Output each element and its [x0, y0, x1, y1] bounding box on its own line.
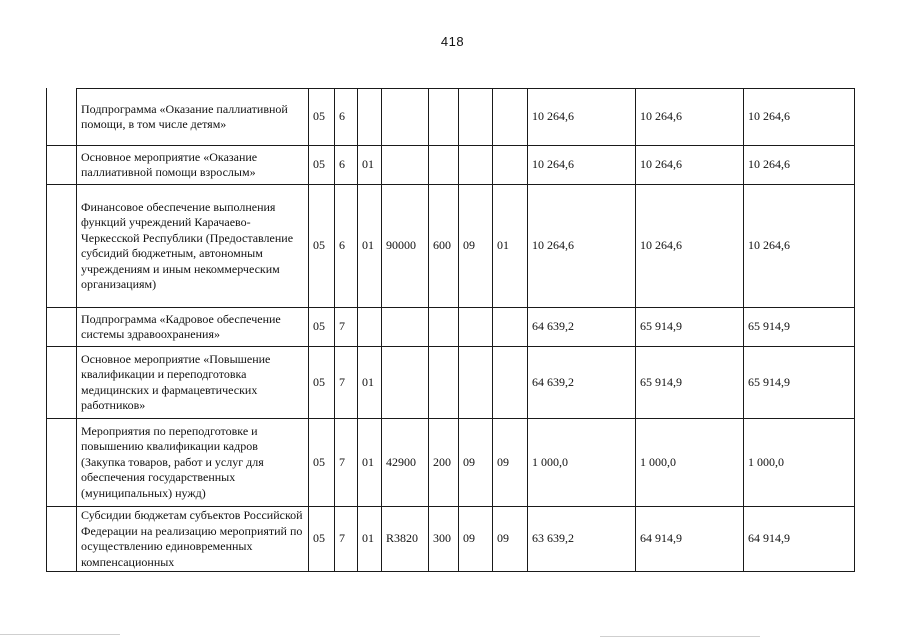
code-cell: [493, 347, 528, 419]
code-cell: [358, 89, 382, 146]
code-cell: 01: [358, 507, 382, 572]
code-cell: 05: [309, 347, 335, 419]
value-cell: 65 914,9: [744, 308, 855, 347]
code-cell: [459, 146, 493, 185]
code-cell: 09: [493, 507, 528, 572]
code-cell: [493, 308, 528, 347]
value-cell: 64 914,9: [636, 507, 744, 572]
code-cell: 01: [358, 347, 382, 419]
value-cell: 64 639,2: [528, 308, 636, 347]
code-cell: 09: [459, 185, 493, 308]
code-cell: 09: [459, 507, 493, 572]
code-cell: 300: [429, 507, 459, 572]
code-cell: 6: [335, 89, 358, 146]
code-cell: 42900: [382, 419, 429, 507]
budget-table: [46, 88, 855, 572]
code-cell: 05: [309, 185, 335, 308]
row-name: Основное мероприятие «Оказание паллиативной помощи взрослым»: [77, 146, 309, 185]
code-cell: 7: [335, 308, 358, 347]
code-cell: 6: [335, 146, 358, 185]
table-row: [47, 347, 855, 419]
code-cell: 09: [493, 419, 528, 507]
value-cell: 10 264,6: [636, 89, 744, 146]
code-cell: 7: [335, 347, 358, 419]
value-cell: 1 000,0: [744, 419, 855, 507]
value-cell: 10 264,6: [744, 146, 855, 185]
code-cell: 600: [429, 185, 459, 308]
code-cell: [459, 308, 493, 347]
code-cell: 01: [358, 146, 382, 185]
code-cell: [459, 347, 493, 419]
blank-cell: [47, 308, 77, 347]
page-number: 418: [440, 34, 465, 49]
code-cell: 7: [335, 419, 358, 507]
code-cell: [429, 308, 459, 347]
row-name: Субсидии бюджетам субъектов Российской Федерации на реализацию мероприятий по осуществлению единовременных компенсационных: [77, 507, 309, 572]
code-cell: 09: [459, 419, 493, 507]
value-cell: 10 264,6: [636, 185, 744, 308]
blank-cell: [47, 347, 77, 419]
value-cell: 10 264,6: [636, 146, 744, 185]
code-cell: 200: [429, 419, 459, 507]
code-cell: [382, 347, 429, 419]
value-cell: 65 914,9: [636, 308, 744, 347]
value-cell: 63 639,2: [528, 507, 636, 572]
code-cell: R3820: [382, 507, 429, 572]
code-cell: [382, 89, 429, 146]
code-cell: 01: [493, 185, 528, 308]
table-row: [47, 419, 855, 507]
table-row: [47, 185, 855, 308]
value-cell: 10 264,6: [528, 89, 636, 146]
code-cell: 90000: [382, 185, 429, 308]
row-name: Мероприятия по переподготовке и повышению квалификации кадров (Закупка товаров, работ и услуг для обеспечения государственных (муниципальных) нужд): [77, 419, 309, 507]
table-row: [47, 89, 855, 146]
code-cell: 6: [335, 185, 358, 308]
code-cell: [493, 146, 528, 185]
code-cell: 05: [309, 89, 335, 146]
table-row: [47, 146, 855, 185]
value-cell: 10 264,6: [744, 89, 855, 146]
code-cell: [382, 146, 429, 185]
code-cell: 05: [309, 507, 335, 572]
table-row: [47, 308, 855, 347]
scan-artifact-line: [0, 634, 120, 635]
code-cell: 01: [358, 419, 382, 507]
row-name: Основное мероприятие «Повышение квалификации и переподготовка медицинских и фармацевтических работников»: [77, 347, 309, 419]
code-cell: [459, 89, 493, 146]
code-cell: [429, 89, 459, 146]
value-cell: 10 264,6: [528, 185, 636, 308]
code-cell: 05: [309, 146, 335, 185]
code-cell: [358, 308, 382, 347]
value-cell: 64 914,9: [744, 507, 855, 572]
code-cell: 05: [309, 308, 335, 347]
value-cell: 1 000,0: [636, 419, 744, 507]
row-name: Финансовое обеспечение выполнения функций учреждений Карачаево-Черкесской Республики (Предоставление субсидий бюджетным, автономным учреждениям и иным некоммерческим организациям): [77, 185, 309, 308]
blank-cell: [47, 89, 77, 146]
blank-cell: [47, 146, 77, 185]
row-name: Подпрограмма «Кадровое обеспечение системы здравоохранения»: [77, 308, 309, 347]
code-cell: [429, 347, 459, 419]
value-cell: 1 000,0: [528, 419, 636, 507]
code-cell: [493, 89, 528, 146]
table-row: [47, 507, 855, 572]
value-cell: 10 264,6: [744, 185, 855, 308]
code-cell: 05: [309, 419, 335, 507]
code-cell: [429, 146, 459, 185]
code-cell: [382, 308, 429, 347]
value-cell: 64 639,2: [528, 347, 636, 419]
blank-cell: [47, 185, 77, 308]
code-cell: 7: [335, 507, 358, 572]
row-name: Подпрограмма «Оказание паллиативной помощи, в том числе детям»: [77, 89, 309, 146]
value-cell: 65 914,9: [636, 347, 744, 419]
blank-cell: [47, 419, 77, 507]
scan-artifact-line: [600, 636, 760, 637]
blank-cell: [47, 507, 77, 572]
value-cell: 10 264,6: [528, 146, 636, 185]
code-cell: 01: [358, 185, 382, 308]
value-cell: 65 914,9: [744, 347, 855, 419]
